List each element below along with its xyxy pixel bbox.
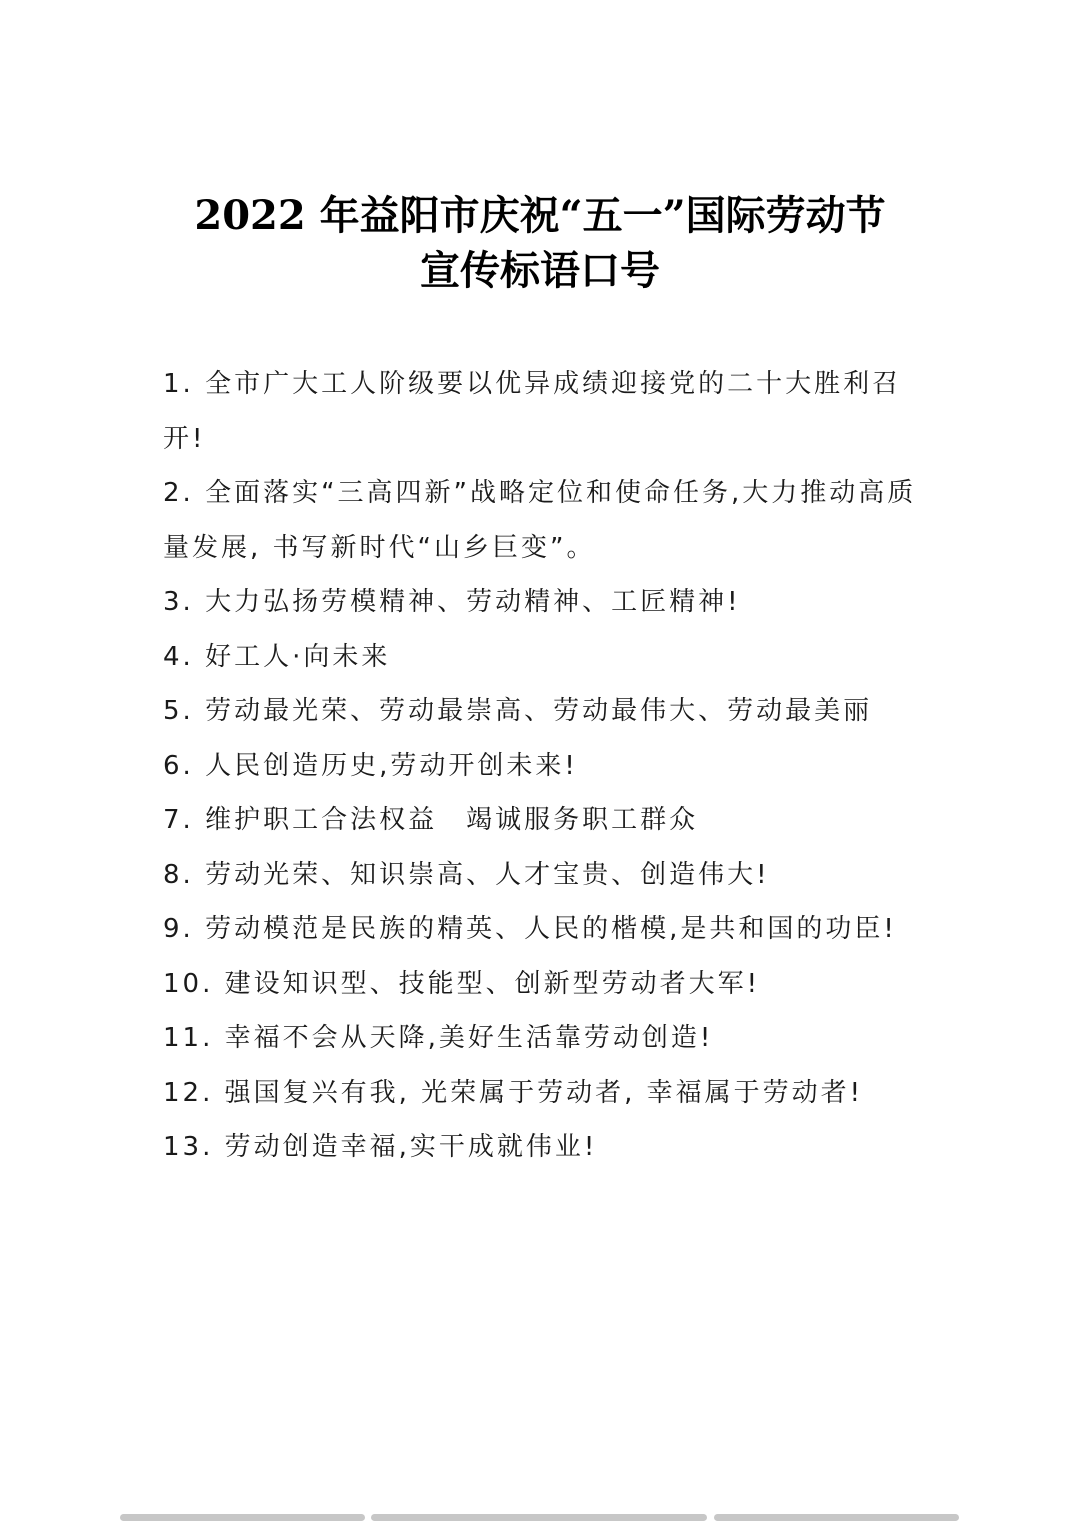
horizontal-scrollbar-segment-right[interactable] [714,1514,959,1521]
slogan-item-1: 1. 全市广大工人阶级要以优异成绩迎接党的二十大胜利召开! [163,369,902,454]
document-title-line-2: 宣传标语口号 [420,247,660,294]
slogan-item-9: 9. 劳动模范是民族的精英、人民的楷模,是共和国的功臣! [163,914,897,944]
horizontal-scrollbar-thumb[interactable] [371,1514,707,1521]
document-title-line-1: 2022 年益阳市庆祝“五一”国际劳动节 [194,192,886,239]
slogan-item-10: 10. 建设知识型、技能型、创新型劳动者大军! [163,968,761,999]
slogan-item-3: 3. 大力弘扬劳模精神、劳动精神、工匠精神! [163,587,741,617]
slogan-item-12: 12. 强国复兴有我, 光荣属于劳动者, 幸福属于劳动者! [163,1077,864,1108]
slogan-item-7: 7. 维护职工合法权益 竭诚服务职工群众 [163,805,699,835]
slogan-item-2: 2. 全面落实“三高四新”战略定位和使命任务,大力推动高质量发展, 书写新时代“山乡巨变”。 [163,478,917,563]
slogan-item-6: 6. 人民创造历史,劳动开创未来! [163,750,578,781]
slogan-item-8: 8. 劳动光荣、知识崇高、人才宝贵、创造伟大! [163,859,770,890]
slogan-item-4: 4. 好工人·向未来 [163,641,391,672]
slogan-item-5: 5. 劳动最光荣、劳动最崇高、劳动最伟大、劳动最美丽 [163,696,873,726]
horizontal-scrollbar-segment-left[interactable] [120,1514,365,1521]
slogan-item-11: 11. 幸福不会从天降,美好生活靠劳动创造! [163,1023,714,1053]
slogan-list [163,357,923,1175]
slogan-item-13: 13. 劳动创造幸福,实干成就伟业! [163,1132,598,1162]
